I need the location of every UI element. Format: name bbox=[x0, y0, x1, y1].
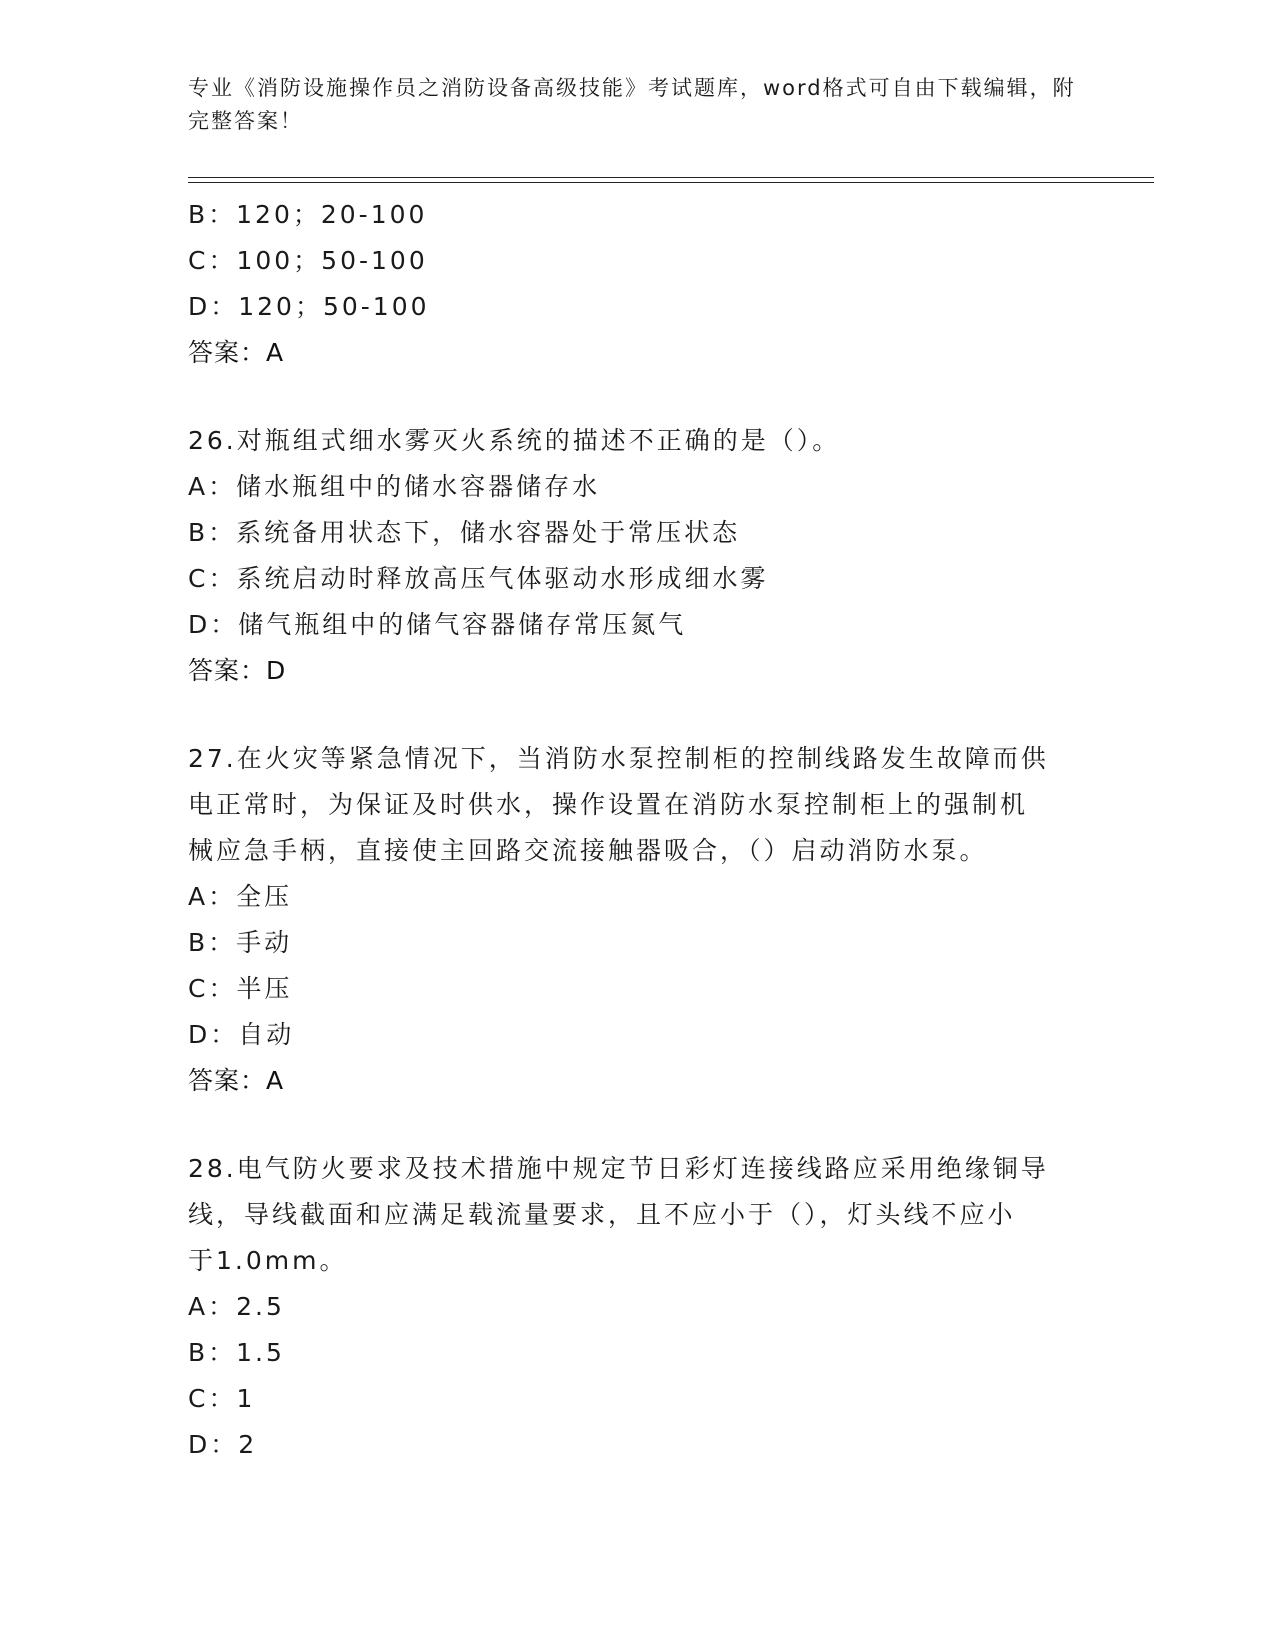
question-stem-line-1: 28.电气防火要求及技术措施中规定节日彩灯连接线路应采用绝缘铜导 bbox=[188, 1154, 1049, 1183]
option-d: D：储气瓶组中的储气容器储存常压氮气 bbox=[188, 610, 687, 639]
answer-line: 答案：A bbox=[188, 338, 285, 367]
option-c: C：半压 bbox=[188, 974, 293, 1003]
question-stem-line-3: 械应急手柄，直接使主回路交流接触器吸合，（）启动消防水泵。 bbox=[188, 836, 988, 865]
option-c: C：系统启动时释放高压气体驱动水形成细水雾 bbox=[188, 564, 769, 593]
option-a: A：全压 bbox=[188, 882, 293, 911]
option-d: D：自动 bbox=[188, 1020, 295, 1049]
option-b: B：手动 bbox=[188, 928, 293, 957]
question-stem-line-2: 电正常时，为保证及时供水，操作设置在消防水泵控制柜上的强制机 bbox=[188, 790, 1029, 819]
question-continued bbox=[188, 192, 1088, 376]
document-header bbox=[188, 72, 1088, 138]
answer-line: 答案：D bbox=[188, 656, 287, 685]
option-c: C：1 bbox=[188, 1384, 256, 1413]
header-rule-top bbox=[188, 177, 1154, 178]
question-27 bbox=[188, 736, 1088, 1104]
option-b: B：120；20-100 bbox=[188, 200, 428, 229]
option-b: B：系统备用状态下，储水容器处于常压状态 bbox=[188, 518, 741, 547]
answer-line: 答案：A bbox=[188, 1066, 285, 1095]
option-a: A：2.5 bbox=[188, 1292, 285, 1321]
header-rule-bottom bbox=[188, 182, 1154, 183]
option-a: A：储水瓶组中的储水容器储存水 bbox=[188, 472, 601, 501]
question-28 bbox=[188, 1146, 1088, 1468]
option-c: C：100；50-100 bbox=[188, 246, 428, 275]
question-list bbox=[188, 192, 1088, 1468]
question-stem: 26.对瓶组式细水雾灭火系统的描述不正确的是（）。 bbox=[188, 426, 841, 455]
header-text: 专业《消防设施操作员之消防设备高级技能》考试题库，word格式可自由下载编辑，附完整答案！ bbox=[188, 76, 1076, 133]
question-stem-line-2: 线，导线截面和应满足载流量要求，且不应小于（），灯头线不应小 bbox=[188, 1200, 1016, 1229]
option-d: D：120；50-100 bbox=[188, 292, 430, 321]
question-26 bbox=[188, 418, 1088, 694]
question-stem-line-1: 27.在火灾等紧急情况下，当消防水泵控制柜的控制线路发生故障而供 bbox=[188, 744, 1049, 773]
option-b: B：1.5 bbox=[188, 1338, 285, 1367]
question-stem-line-3: 于1.0mm。 bbox=[188, 1246, 348, 1275]
option-d: D：2 bbox=[188, 1430, 258, 1459]
